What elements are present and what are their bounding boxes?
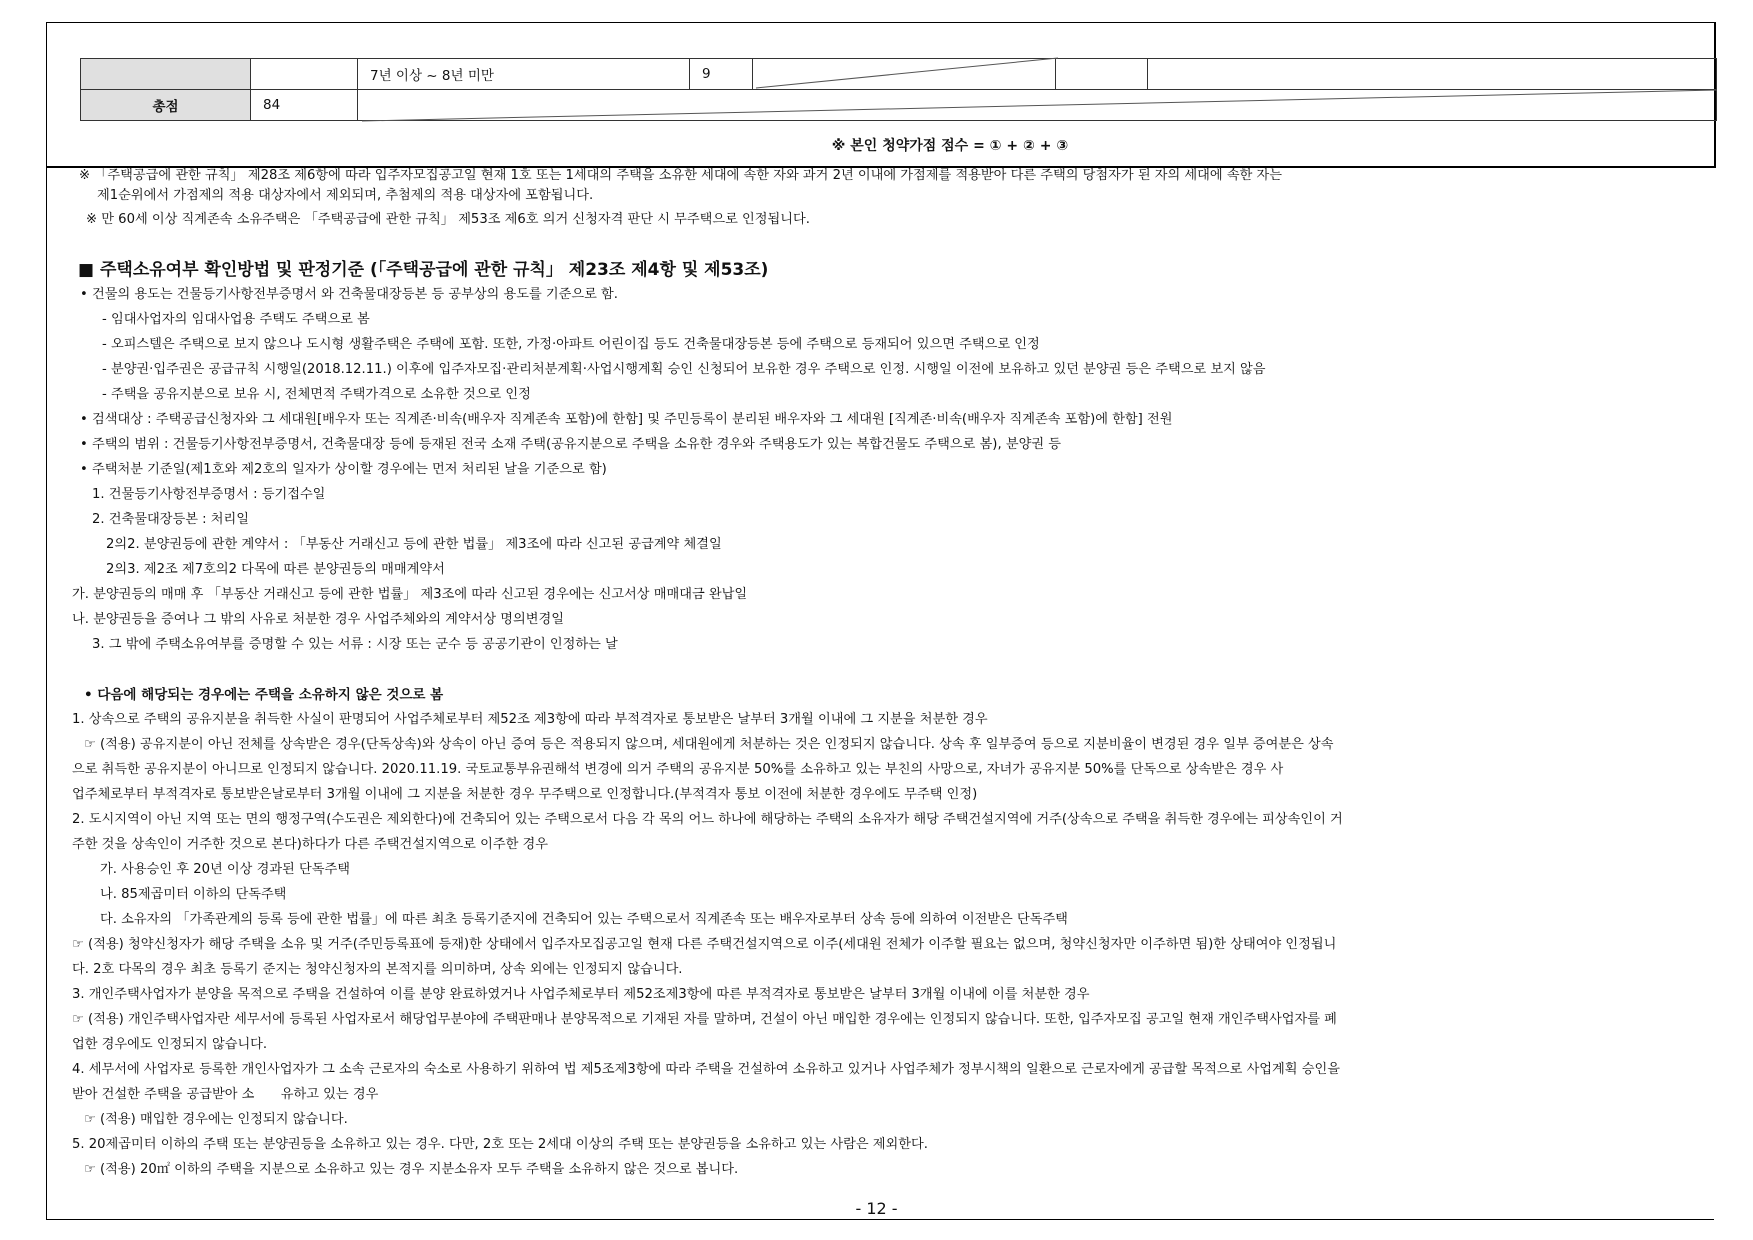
note-line: 제1순위에서 가점제의 적용 대상자에서 제외되며, 추첨제의 적용 대상자에 포함됩니다.	[97, 188, 594, 203]
total-slashed-cell	[358, 90, 1717, 121]
body-line: ☞ (적용) 20㎡ 이하의 주택을 지분으로 소유하고 있는 경우 지분소유자 모두 주택을 소유하지 않은 것으로 봅니다.	[84, 1162, 739, 1177]
body-line: 2의2. 분양권등에 관한 계약서 : 「부동산 거래신고 등에 관한 법률」 제3조에 따라 신고된 공급계약 체결일	[106, 537, 722, 552]
exempt-heading: • 다음에 해당되는 경우에는 주택을 소유하지 않은 것으로 봄	[84, 687, 444, 703]
body-line: 2. 도시지역이 아닌 지역 또는 면의 행정구역(수도권은 제외한다)에 건축되어 있는 주택으로서 다음 각 목의 어느 하나에 해당하는 주택의 소유자가 해당 주택건설지역에 거주(상속으로 주택을 취득한 경우에는 피상속인이 거	[72, 812, 1343, 827]
total-label-cell: 총점	[81, 90, 251, 121]
body-line: ☞ (적용) 매입한 경우에는 인정되지 않습니다.	[84, 1112, 348, 1127]
table-cell-slashed	[753, 59, 1056, 90]
body-line: 3. 그 밖에 주택소유여부를 증명할 수 있는 서류 : 시장 또는 군수 등 공공기관이 인정하는 날	[92, 637, 618, 652]
body-line: 다. 소유자의 「가족관계의 등록 등에 관한 법률」에 따른 최초 등록기준지에 건축되어 있는 주택으로서 직계존속 또는 배우자로부터 상속 등에 의하여 이전받은 단독주택	[100, 912, 1068, 927]
table-cell-empty	[251, 59, 358, 90]
formula-text: ※ 본인 청약가점 점수 = ① + ② + ③	[831, 138, 1069, 154]
page-number: - 12 -	[855, 1199, 898, 1218]
body-line: - 주택을 공유지분으로 보유 시, 전체면적 주택가격으로 소유한 것으로 인정	[102, 387, 531, 402]
body-line: - 오피스텔은 주택으로 보지 않으나 도시형 생활주택은 주택에 포함. 또한, 가정·아파트 어린이집 등도 건축물대장등본 등에 주택으로 등재되어 있으면 주택으로 인정	[102, 337, 1040, 352]
note-line: ※ 만 60세 이상 직계존속 소유주택은 「주택공급에 관한 규칙」 제53조 제6호 의거 신청자격 판단 시 무주택으로 인정됩니다.	[86, 212, 810, 227]
body-line: ☞ (적용) 개인주택사업자란 세무서에 등록된 사업자로서 해당업무분야에 주택판매나 분양목적으로 기재된 자를 말하며, 건설이 아닌 매입한 경우에는 인정되지 않습니다. 또한, 입주자모집 공고일 현재 개인주택사업자를 폐	[72, 1012, 1337, 1027]
body-line: 1. 건물등기사항전부증명서 : 등기접수일	[92, 487, 326, 502]
table-cell-empty	[1148, 59, 1717, 90]
table-row	[81, 59, 1717, 90]
body-line: - 분양권·입주권은 공급규칙 시행일(2018.12.11.) 이후에 입주자모집·관리처분계획·사업시행계획 승인 신청되어 보유한 경우 주택으로 인정. 시행일 이전에 보유하고 있던 분양권 등은 주택으로 보지 않음	[102, 362, 1266, 377]
body-line: 가. 분양권등의 매매 후 「부동산 거래신고 등에 관한 법률」 제3조에 따라 신고된 경우에는 신고서상 매매대금 완납일	[72, 587, 748, 602]
note-line: ※ 「주택공급에 관한 규칙」 제28조 제6항에 따라 입주자모집공고일 현재 1호 또는 1세대의 주택을 소유한 세대에 속한 자와 과거 2년 이내에 가점제를 적용받아 다른 주택의 당첨자가 된 자의 세대에 속한 자는	[79, 168, 1282, 183]
body-line: - 임대사업자의 임대사업용 주택도 주택으로 봄	[102, 312, 370, 327]
total-value-cell: 84	[251, 90, 358, 121]
body-line: 2. 건축물대장등본 : 처리일	[92, 512, 249, 527]
period-score-cell: 9	[690, 59, 753, 90]
body-line: • 검색대상 : 주택공급신청자와 그 세대원[배우자 또는 직계존·비속(배우자 직계존속 포함)에 한함] 및 주민등록이 분리된 배우자와 그 세대원 [직계존·비속(배우자 직계존속 포함)에 한함] 전원	[80, 412, 1173, 427]
table-cell-empty	[81, 59, 251, 90]
body-line: 나. 분양권등을 증여나 그 밖의 사유로 처분한 경우 사업주체와의 계약서상 명의변경일	[72, 612, 564, 627]
body-line: 업주체로부터 부적격자로 통보받은날로부터 3개월 이내에 그 지분을 처분한 경우 무주택으로 인정합니다.(부적격자 통보 이전에 처분한 경우에도 무주택 인정)	[72, 787, 978, 802]
body-line: 5. 20제곱미터 이하의 주택 또는 분양권등을 소유하고 있는 경우. 다만, 2호 또는 2세대 이상의 주택 또는 분양권등을 소유하고 있는 사람은 제외한다.	[72, 1137, 928, 1152]
body-line: 다. 2호 다목의 경우 최초 등록기 준지는 청약신청자의 본적지를 의미하며, 상속 외에는 인정되지 않습니다.	[72, 962, 683, 977]
body-line: 업한 경우에도 인정되지 않습니다.	[72, 1037, 268, 1052]
body-line: ☞ (적용) 공유지분이 아닌 전체를 상속받은 경우(단독상속)와 상속이 아닌 증여 등은 적용되지 않으며, 세대원에게 처분하는 것은 인정되지 않습니다. 상속 후 일부증여 등으로 지분비율이 변경된 경우 일부 증여분은 상속	[84, 737, 1334, 752]
period-range-cell: 7년 이상 ~ 8년 미만	[358, 59, 690, 90]
body-line: 으로 취득한 공유지분이 아니므로 인정되지 않습니다. 2020.11.19. 국토교통부유권해석 변경에 의거 주택의 공유지분 50%를 소유하고 있는 부친의 사망으로, 자녀가 공유지분 50%를 단독으로 상속받은 경우 사	[72, 762, 1284, 777]
table-row	[81, 90, 1717, 121]
body-line: 3. 개인주택사업자가 분양을 목적으로 주택을 건설하여 이를 분양 완료하였거나 사업주체로부터 제52조제3항에 따른 부적격자로 통보받은 날부터 3개월 이내에 이를 처분한 경우	[72, 987, 1090, 1002]
body-line: • 주택처분 기준일(제1호와 제2호의 일자가 상이할 경우에는 먼저 처리된 날을 기준으로 함)	[80, 462, 607, 477]
body-line: • 건물의 용도는 건물등기사항전부증명서 와 건축물대장등본 등 공부상의 용도를 기준으로 함.	[80, 287, 618, 302]
body-line: 2의3. 제2조 제7호의2 다목에 따른 분양권등의 매매계약서	[106, 562, 445, 577]
body-line: • 주택의 범위 : 건물등기사항전부증명서, 건축물대장 등에 등재된 전국 소재 주택(공유지분으로 주택을 소유한 경우와 주택용도가 있는 복합건물도 주택으로 봄), 분양권 등	[80, 437, 1061, 452]
section-heading: ■ 주택소유여부 확인방법 및 판정기준 (「주택공급에 관한 규칙」 제23조 제4항 및 제53조)	[78, 260, 769, 280]
body-line: 나. 85제곱미터 이하의 단독주택	[100, 887, 287, 902]
body-line: 주한 것을 상속인이 거주한 것으로 본다)하다가 다른 주택건설지역으로 이주한 경우	[72, 837, 548, 852]
body-line: 받아 건설한 주택을 공급받아 소 유하고 있는 경우	[72, 1087, 379, 1102]
table-cell-empty	[1056, 59, 1148, 90]
body-line: 4. 세무서에 사업자로 등록한 개인사업자가 그 소속 근로자의 숙소로 사용하기 위하여 법 제5조제3항에 따라 주택을 건설하여 소유하고 있거나 사업주체가 정부시책의 일환으로 근로자에게 공급할 목적으로 사업계획 승인을	[72, 1062, 1340, 1077]
score-table	[80, 58, 1717, 121]
body-line: 가. 사용승인 후 20년 이상 경과된 단독주택	[100, 862, 350, 877]
body-line: 1. 상속으로 주택의 공유지분을 취득한 사실이 판명되어 사업주체로부터 제52조 제3항에 따라 부적격자로 통보받은 날부터 3개월 이내에 그 지분을 처분한 경우	[72, 712, 988, 727]
body-line: ☞ (적용) 청약신청자가 해당 주택을 소유 및 거주(주민등록표에 등재)한 상태에서 입주자모집공고일 현재 다른 주택건설지역으로 이주(세대원 전체가 이주할 필요는 없으며, 청약신청자만 이주하면 됨)한 상태여야 인정됩니	[72, 937, 1337, 952]
